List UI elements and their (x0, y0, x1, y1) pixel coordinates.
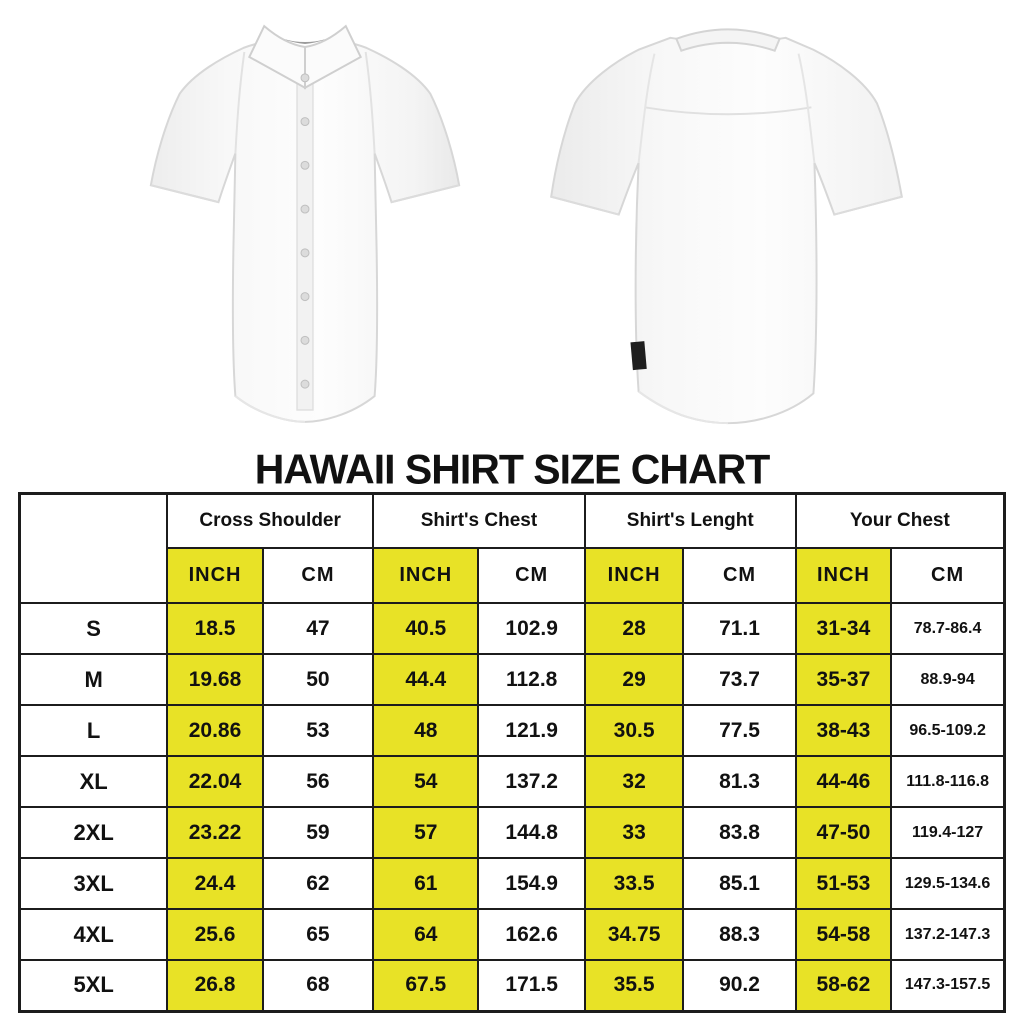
table-cell: 102.9 (478, 603, 584, 654)
size-label: 2XL (20, 807, 168, 858)
table-row-s (20, 603, 1005, 654)
table-cell: 31-34 (796, 603, 892, 654)
shirt-front-placket (297, 62, 313, 410)
table-cell: 26.8 (167, 960, 263, 1011)
unit-header-cm: CM (478, 548, 584, 603)
unit-header-cm: CM (683, 548, 795, 603)
size-label: 4XL (20, 909, 168, 960)
table-cell: 111.8-116.8 (891, 756, 1004, 807)
table-cell: 30.5 (585, 705, 684, 756)
table-cell: 59 (263, 807, 373, 858)
size-chart-table (18, 492, 1006, 1013)
table-cell: 54-58 (796, 909, 892, 960)
table-cell: 112.8 (478, 654, 584, 705)
table-cell: 147.3-157.5 (891, 960, 1004, 1011)
table-cell: 129.5-134.6 (891, 858, 1004, 909)
table-cell: 33 (585, 807, 684, 858)
table-cell: 78.7-86.4 (891, 603, 1004, 654)
table-cell: 40.5 (373, 603, 478, 654)
table-cell: 33.5 (585, 858, 684, 909)
table-cell: 28 (585, 603, 684, 654)
table-cell: 62 (263, 858, 373, 909)
column-group-shirts-chest: Shirt's Chest (373, 494, 585, 549)
column-group-your-chest: Your Chest (796, 494, 1005, 549)
table-cell: 119.4-127 (891, 807, 1004, 858)
unit-header-inch: INCH (373, 548, 478, 603)
table-cell: 77.5 (683, 705, 795, 756)
table-row-4xl (20, 909, 1005, 960)
size-label: S (20, 603, 168, 654)
unit-header-inch: INCH (167, 548, 263, 603)
table-cell: 61 (373, 858, 478, 909)
size-label: M (20, 654, 168, 705)
shirt-back-body (551, 38, 902, 423)
table-cell: 162.6 (478, 909, 584, 960)
table-row-l (20, 705, 1005, 756)
table-cell: 90.2 (683, 960, 795, 1011)
shirt-front-image (126, 0, 484, 448)
table-cell: 57 (373, 807, 478, 858)
table-row-3xl (20, 858, 1005, 909)
table-cell: 56 (263, 756, 373, 807)
page-title: HAWAII SHIRT SIZE CHART (254, 445, 770, 493)
table-cell: 47-50 (796, 807, 892, 858)
size-label: L (20, 705, 168, 756)
table-cell: 44.4 (373, 654, 478, 705)
shirt-back-image (538, 8, 918, 450)
table-cell: 83.8 (683, 807, 795, 858)
table-cell: 53 (263, 705, 373, 756)
table-cell: 18.5 (167, 603, 263, 654)
table-cell: 144.8 (478, 807, 584, 858)
table-cell: 88.9-94 (891, 654, 1004, 705)
shirt-back-hem-tag (630, 341, 646, 370)
table-cell: 29 (585, 654, 684, 705)
table-cell: 81.3 (683, 756, 795, 807)
table-cell: 20.86 (167, 705, 263, 756)
table-cell: 32 (585, 756, 684, 807)
unit-header-cm: CM (891, 548, 1004, 603)
table-cell: 47 (263, 603, 373, 654)
table-row-2xl (20, 807, 1005, 858)
table-cell: 71.1 (683, 603, 795, 654)
table-cell: 34.75 (585, 909, 684, 960)
table-cell: 44-46 (796, 756, 892, 807)
table-cell: 24.4 (167, 858, 263, 909)
size-label: 5XL (20, 960, 168, 1011)
table-cell: 25.6 (167, 909, 263, 960)
table-cell: 48 (373, 705, 478, 756)
table-cell: 88.3 (683, 909, 795, 960)
size-label: XL (20, 756, 168, 807)
table-cell: 38-43 (796, 705, 892, 756)
column-group-cross-shoulder: Cross Shoulder (167, 494, 373, 549)
table-cell: 68 (263, 960, 373, 1011)
table-row-xl (20, 756, 1005, 807)
table-row-m (20, 654, 1005, 705)
table-cell: 64 (373, 909, 478, 960)
table-cell: 137.2 (478, 756, 584, 807)
table-cell: 65 (263, 909, 373, 960)
table-cell: 58-62 (796, 960, 892, 1011)
corner-cell (20, 494, 168, 604)
table-cell: 67.5 (373, 960, 478, 1011)
table-cell: 23.22 (167, 807, 263, 858)
table-cell: 154.9 (478, 858, 584, 909)
unit-header-inch: INCH (585, 548, 684, 603)
table-cell: 19.68 (167, 654, 263, 705)
table-cell: 22.04 (167, 756, 263, 807)
table-row-5xl (20, 960, 1005, 1011)
size-label: 3XL (20, 858, 168, 909)
unit-header-inch: INCH (796, 548, 892, 603)
table-cell: 85.1 (683, 858, 795, 909)
table-cell: 96.5-109.2 (891, 705, 1004, 756)
table-cell: 35.5 (585, 960, 684, 1011)
table-cell: 137.2-147.3 (891, 909, 1004, 960)
table-cell: 171.5 (478, 960, 584, 1011)
unit-header-cm: CM (263, 548, 373, 603)
table-cell: 121.9 (478, 705, 584, 756)
table-cell: 54 (373, 756, 478, 807)
table-cell: 73.7 (683, 654, 795, 705)
column-group-shirts-length: Shirt's Lenght (585, 494, 796, 549)
table-cell: 35-37 (796, 654, 892, 705)
table-cell: 50 (263, 654, 373, 705)
table-cell: 51-53 (796, 858, 892, 909)
